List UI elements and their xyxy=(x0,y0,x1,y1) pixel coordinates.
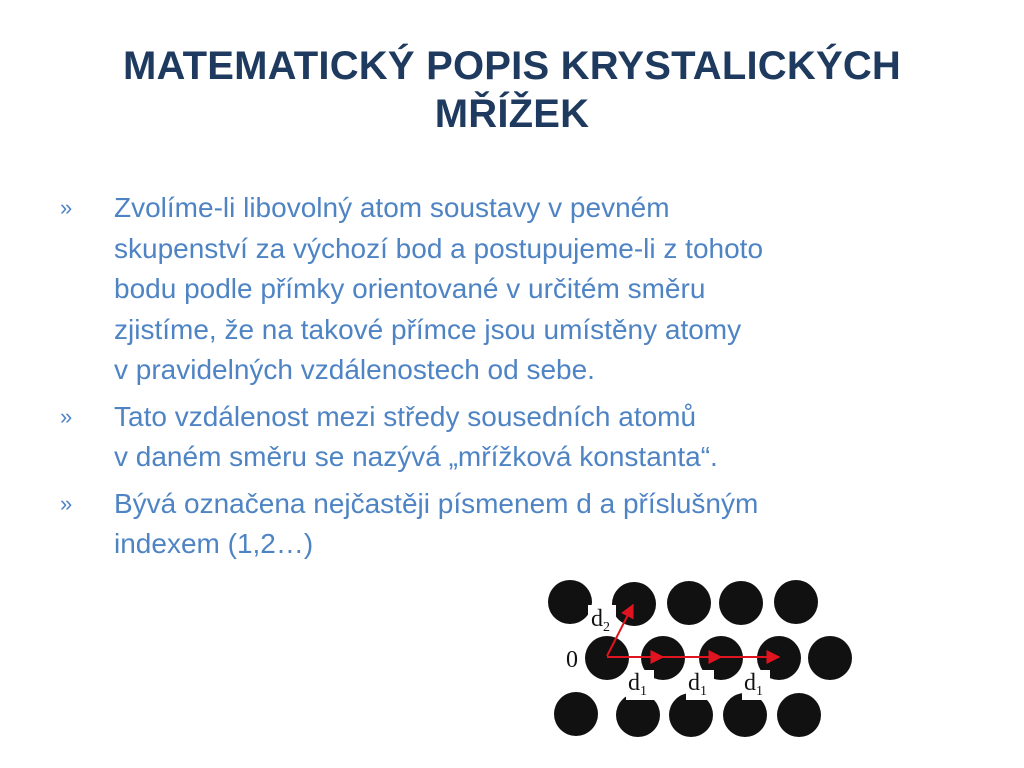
d1-letter: d xyxy=(744,670,756,696)
crystal-lattice-diagram xyxy=(540,572,860,742)
atom xyxy=(548,580,592,624)
bullet-marker: » xyxy=(60,490,73,516)
bullet-marker: » xyxy=(60,403,73,429)
bullet-list xyxy=(60,188,920,571)
bullet-3-line-2: indexem (1,2…) xyxy=(114,528,314,559)
bullet-1-line-1: Zvolíme-li libovolný atom soustavy v pevném xyxy=(114,192,670,223)
bullet-1-line-3: bodu podle přímky orientované v určitém směru xyxy=(114,273,706,304)
d1-index: 1 xyxy=(756,684,763,699)
d1-index: 1 xyxy=(700,684,707,699)
bullet-2-line-1: Tato vzdálenost mezi středy sousedních atomů xyxy=(114,400,697,432)
atom xyxy=(667,581,711,625)
d2-index: 2 xyxy=(603,620,610,635)
bullet-marker: » xyxy=(60,195,73,220)
title-line-2: MŘÍŽEK xyxy=(434,92,590,136)
bullet-3-line-1: Bývá označena nejčastěji písmenem d a příslušným xyxy=(114,487,759,519)
atom xyxy=(554,692,598,736)
bullet-item-2 xyxy=(60,397,920,478)
atom xyxy=(777,693,821,737)
bullet-item-3 xyxy=(60,484,920,565)
origin-label: 0 xyxy=(566,647,578,673)
slide-title xyxy=(40,42,984,138)
d1-index: 1 xyxy=(640,684,647,699)
d2-letter: d xyxy=(591,606,603,632)
atom xyxy=(719,581,763,625)
bullet-2-line-2: v daném směru se nazývá „mřížková konstanta“. xyxy=(114,441,718,472)
bullet-1-line-4: zjistíme, že na takové přímce jsou umístěny atomy xyxy=(114,313,742,345)
atom xyxy=(774,580,818,624)
bullet-1-line-5: v pravidelných vzdálenostech od sebe. xyxy=(114,354,595,385)
bullet-item-1 xyxy=(60,188,920,391)
atom xyxy=(612,582,656,626)
d1-letter: d xyxy=(688,670,700,696)
atom xyxy=(808,636,852,680)
title-line-1: MATEMATICKÝ POPIS KRYSTALICKÝCH xyxy=(122,44,902,88)
bullet-1-line-2: skupenství za výchozí bod a postupujeme-li z tohoto xyxy=(114,232,764,264)
d1-letter: d xyxy=(628,670,640,696)
